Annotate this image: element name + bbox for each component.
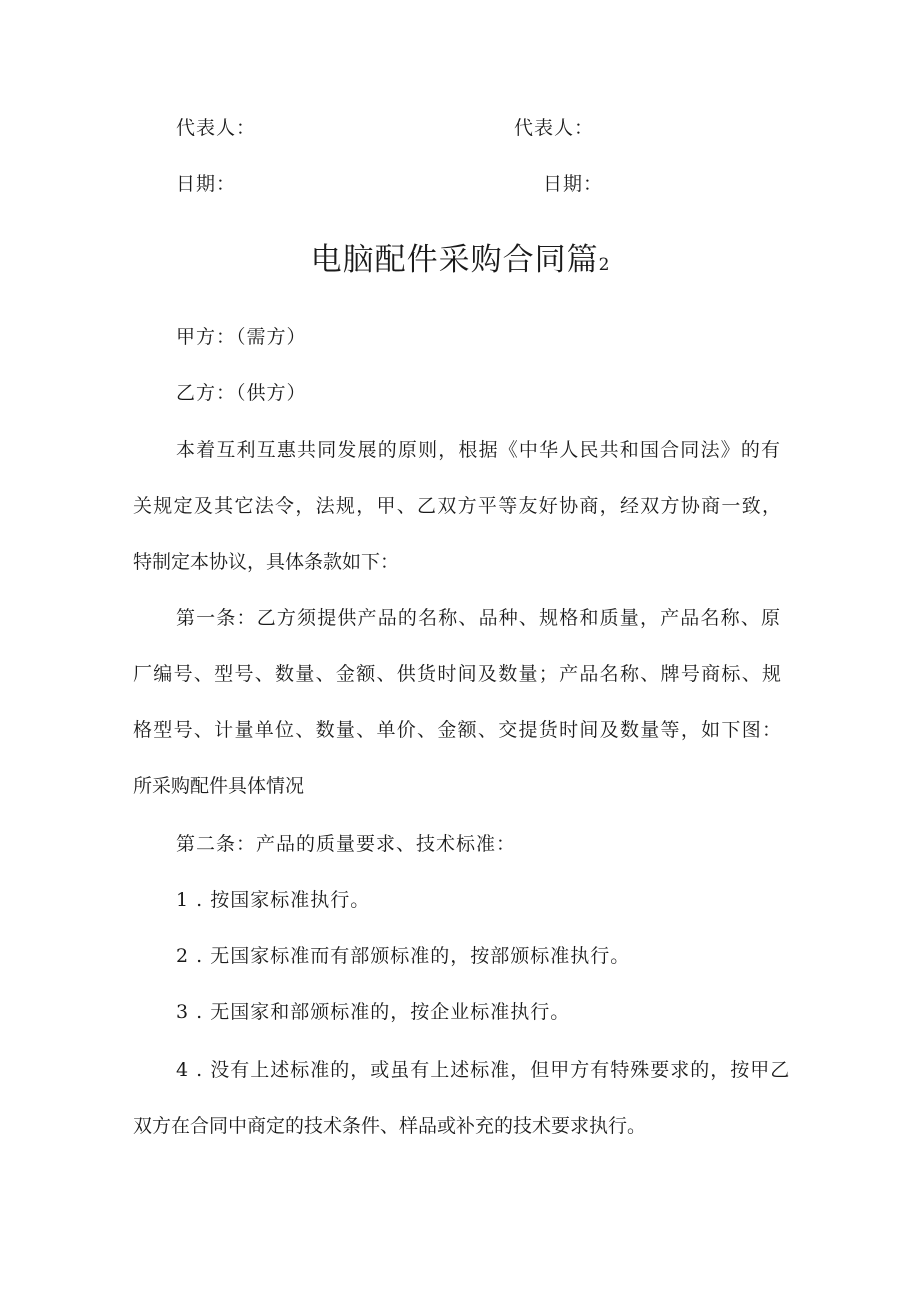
article2-heading: 第二条：产品的质量要求、技术标准： <box>176 833 517 855</box>
article2-item-4-line-1: 4 . 没有上述标准的，或虽有上述标准，但甲方有特殊要求的，按甲乙 <box>176 1059 791 1081</box>
preamble-line-1: 本着互利互惠共同发展的原则，根据《中华人民共和国合同法》的有 <box>176 439 781 461</box>
document-title <box>0 240 920 285</box>
right-representative-label: 代表人： <box>514 117 595 139</box>
article2-item-1: 1 . 按国家标准执行。 <box>176 889 371 911</box>
article2-item-3: 3 . 无国家和部颁标准的，按企业标准执行。 <box>176 1001 571 1023</box>
party-b-line: 乙方：（供方） <box>176 382 307 404</box>
article2-item-4-line-2: 双方在合同中商定的技术条件、样品或补充的技术要求执行。 <box>133 1115 647 1137</box>
right-date-label: 日期： <box>543 173 604 195</box>
article1-line-1: 第一条：乙方须提供产品的名称、品种、规格和质量，产品名称、原 <box>176 607 781 629</box>
article1-line-2: 厂编号、型号、数量、金额、供货时间及数量；产品名称、牌号商标、规 <box>133 663 781 685</box>
left-representative-label: 代表人： <box>176 117 257 139</box>
article1-line-3: 格型号、计量单位、数量、单价、金额、交提货时间及数量等，如下图： <box>133 719 781 741</box>
preamble-line-3: 特制定本协议，具体条款如下： <box>133 551 400 573</box>
preamble-line-2: 关规定及其它法令，法规，甲、乙双方平等友好协商，经双方协商一致， <box>133 495 781 517</box>
article1-line-4: 所采购配件具体情况 <box>133 775 305 797</box>
document-title-main: 电脑配件采购合同篇 <box>310 242 599 278</box>
left-date-label: 日期： <box>176 173 237 195</box>
document-title-suffix: 2 <box>598 255 610 275</box>
article2-item-2: 2 . 无国家标准而有部颁标准的，按部颁标准执行。 <box>176 945 631 967</box>
party-a-line: 甲方：（需方） <box>176 326 307 348</box>
